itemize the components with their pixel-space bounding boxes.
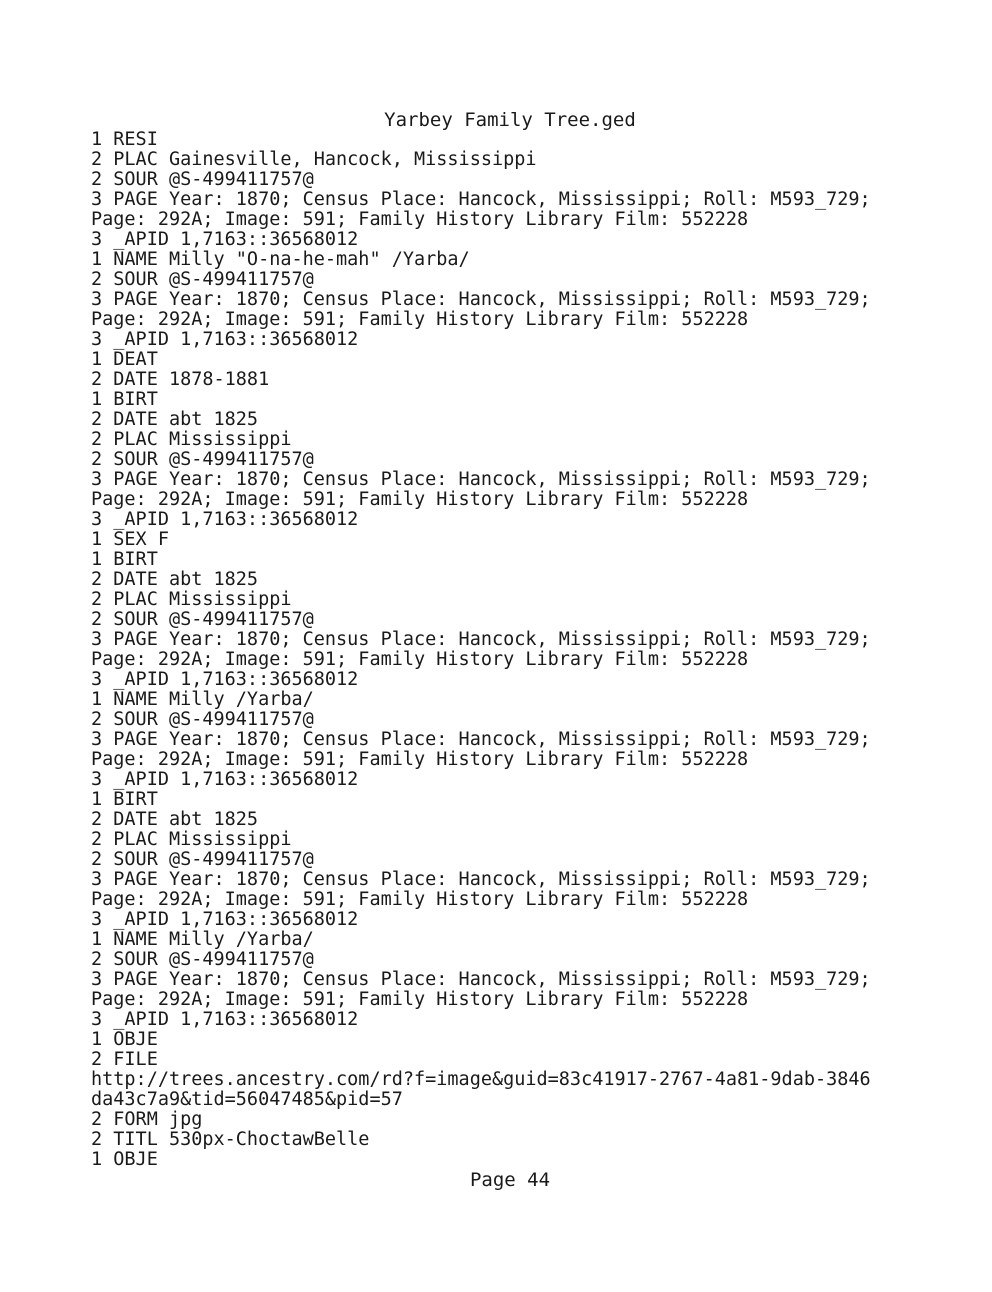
gedcom-line: 3 PAGE Year: 1870; Census Place: Hancock, Mississippi; Roll: M593_729; bbox=[91, 469, 871, 490]
gedcom-line: Page: 292A; Image: 591; Family History Library Film: 552228 bbox=[91, 309, 749, 330]
gedcom-line: 2 SOUR @S-499411757@ bbox=[91, 269, 314, 290]
gedcom-line: 2 DATE abt 1825 bbox=[91, 809, 259, 830]
gedcom-line: 3 _APID 1,7163::36568012 bbox=[91, 229, 359, 250]
gedcom-line: 1 OBJE bbox=[91, 1029, 158, 1050]
gedcom-line: Page: 292A; Image: 591; Family History Library Film: 552228 bbox=[91, 649, 749, 670]
gedcom-line: 3 _APID 1,7163::36568012 bbox=[91, 1009, 359, 1030]
gedcom-line: Page: 292A; Image: 591; Family History Library Film: 552228 bbox=[91, 989, 749, 1010]
gedcom-line: 1 BIRT bbox=[91, 549, 158, 570]
gedcom-line: 3 PAGE Year: 1870; Census Place: Hancock, Mississippi; Roll: M593_729; bbox=[91, 969, 871, 990]
gedcom-line: 1 NAME Milly /Yarba/ bbox=[91, 689, 314, 710]
gedcom-line: 3 PAGE Year: 1870; Census Place: Hancock, Mississippi; Roll: M593_729; bbox=[91, 629, 871, 650]
gedcom-line: 1 NAME Milly /Yarba/ bbox=[91, 929, 314, 950]
gedcom-line: Page: 292A; Image: 591; Family History Library Film: 552228 bbox=[91, 749, 749, 770]
gedcom-line: 1 BIRT bbox=[91, 389, 158, 410]
gedcom-line: 2 DATE abt 1825 bbox=[91, 569, 259, 590]
gedcom-line: 2 DATE 1878-1881 bbox=[91, 369, 270, 390]
gedcom-line: 3 _APID 1,7163::36568012 bbox=[91, 909, 359, 930]
gedcom-line: 1 OBJE bbox=[91, 1149, 158, 1170]
gedcom-line: http://trees.ancestry.com/rd?f=image&guid=83c41917-2767-4a81-9dab-3846 bbox=[91, 1069, 871, 1090]
gedcom-line: 3 _APID 1,7163::36568012 bbox=[91, 669, 359, 690]
gedcom-line: 2 SOUR @S-499411757@ bbox=[91, 169, 314, 190]
gedcom-line: 3 _APID 1,7163::36568012 bbox=[91, 509, 359, 530]
gedcom-line: 2 DATE abt 1825 bbox=[91, 409, 259, 430]
gedcom-line: 2 TITL 530px-ChoctawBelle bbox=[91, 1129, 370, 1150]
gedcom-line: 3 PAGE Year: 1870; Census Place: Hancock, Mississippi; Roll: M593_729; bbox=[91, 869, 871, 890]
gedcom-line: 1 BIRT bbox=[91, 789, 158, 810]
gedcom-line: 3 PAGE Year: 1870; Census Place: Hancock, Mississippi; Roll: M593_729; bbox=[91, 729, 871, 750]
gedcom-line: 1 RESI bbox=[91, 129, 158, 150]
gedcom-line: 1 SEX F bbox=[91, 529, 169, 550]
gedcom-line: 2 FORM jpg bbox=[91, 1109, 203, 1130]
document-title: Yarbey Family Tree.ged bbox=[384, 109, 636, 131]
gedcom-line: 2 FILE bbox=[91, 1049, 158, 1070]
gedcom-line: Page: 292A; Image: 591; Family History Library Film: 552228 bbox=[91, 209, 749, 230]
gedcom-line: 1 NAME Milly "O-na-he-mah" /Yarba/ bbox=[91, 249, 470, 270]
gedcom-line: Page: 292A; Image: 591; Family History Library Film: 552228 bbox=[91, 889, 749, 910]
page-number: Page 44 bbox=[469, 1169, 551, 1191]
gedcom-line: Page: 292A; Image: 591; Family History Library Film: 552228 bbox=[91, 489, 749, 510]
gedcom-line: 2 SOUR @S-499411757@ bbox=[91, 449, 314, 470]
gedcom-line: 2 SOUR @S-499411757@ bbox=[91, 849, 314, 870]
gedcom-line: 3 _APID 1,7163::36568012 bbox=[91, 769, 359, 790]
gedcom-line: 2 PLAC Mississippi bbox=[91, 429, 292, 450]
gedcom-line: 1 DEAT bbox=[91, 349, 158, 370]
gedcom-line: 2 PLAC Mississippi bbox=[91, 589, 292, 610]
gedcom-line: 3 _APID 1,7163::36568012 bbox=[91, 329, 359, 350]
gedcom-line: da43c7a9&tid=56047485&pid=57 bbox=[91, 1089, 403, 1110]
gedcom-line: 3 PAGE Year: 1870; Census Place: Hancock, Mississippi; Roll: M593_729; bbox=[91, 189, 871, 210]
gedcom-line: 3 PAGE Year: 1870; Census Place: Hancock, Mississippi; Roll: M593_729; bbox=[91, 289, 871, 310]
gedcom-text-body bbox=[91, 130, 951, 1170]
gedcom-line: 2 SOUR @S-499411757@ bbox=[91, 609, 314, 630]
gedcom-line: 2 PLAC Gainesville, Hancock, Mississippi bbox=[91, 149, 537, 170]
gedcom-line: 2 SOUR @S-499411757@ bbox=[91, 949, 314, 970]
gedcom-line: 2 PLAC Mississippi bbox=[91, 829, 292, 850]
gedcom-line: 2 SOUR @S-499411757@ bbox=[91, 709, 314, 730]
